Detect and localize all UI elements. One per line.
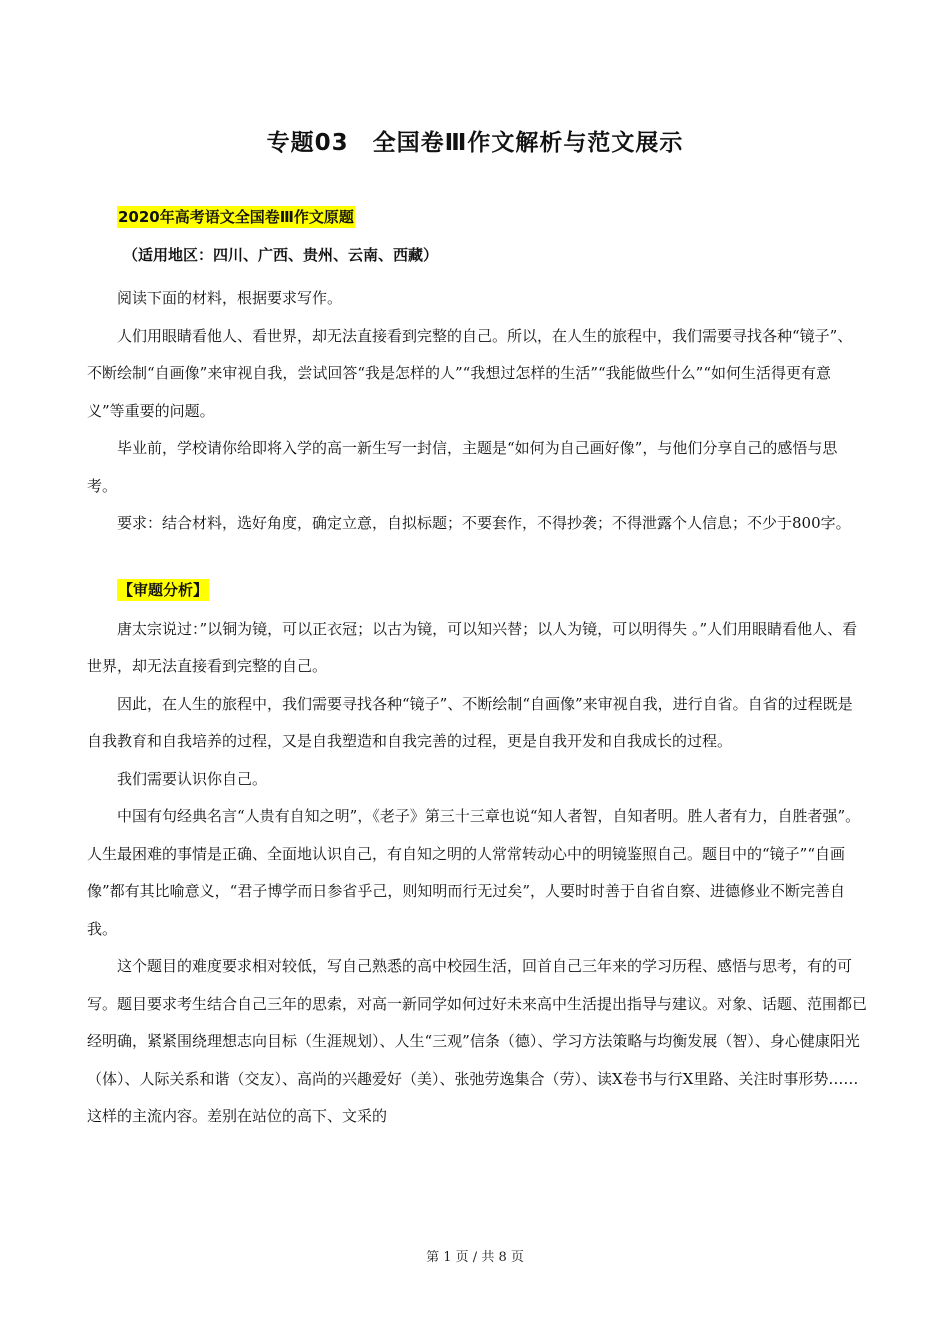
document-body [87, 210, 867, 1136]
prompt-paragraph: 要求：结合材料，选好角度，确定立意，自拟标题；不要套作，不得抄袭；不得泄露个人信息；不少于800字。 [117, 514, 851, 532]
analysis-heading: 【审题分析】 [118, 580, 209, 599]
prompt-paragraph: 人们用眼睛看他人、看世界，却无法直接看到完整的自己。所以，在人生的旅程中，我们需要寻找各种“镜子”、不断绘制“自画像”来审视自我，尝试回答“我是怎样的人”“我想过怎样的生活”“我能做些什么”“如何生活得更有意义”等重要的问题。 [87, 326, 853, 420]
analysis-paragraph: 因此，在人生的旅程中，我们需要寻找各种“镜子”、不断绘制“自画像”来审视自我，进行自省。自省的过程既是自我教育和自我培养的过程，又是自我塑造和自我完善的过程，更是自我开发和自我成长的过程。 [87, 694, 853, 750]
original-prompt-heading-line [87, 210, 867, 230]
applicable-regions: （适用地区：四川、广西、贵州、云南、西藏） [123, 246, 439, 264]
heading-gap [87, 603, 867, 611]
analysis-paragraph: 中国有句经典名言“人贵有自知之明”，《老子》第三十三章也说“知人者智，自知者明。胜人者有力，自胜者强”。人生最困难的事情是正确、全面地认识自己，有自知之明的人常常转动心中的明镜鉴照自己。题目中的“镜子”“自画像”都有其比喻意义，“君子博学而日参省乎己，则知明而行无过矣”，人要时时善于自省自察、进德修业不断完善自我。 [87, 807, 861, 938]
page-footer: 第 1 页 / 共 8 页 [426, 1250, 524, 1265]
analysis-heading-line [87, 580, 867, 603]
analysis-paragraph: 这个题目的难度要求相对较低，写自己熟悉的高中校园生活，回首自己三年来的学习历程、感悟与思考，有的可写。题目要求考生结合自己三年的思索，对高一新同学如何过好未来高中生活提出指导与建议。对象、话题、范围都已经明确，紧紧围绕理想志向目标（生涯规划）、人生“三观”信条（德）、学习方法策略与均衡发展（智）、身心健康阳光（体）、人际关系和谐（交友）、高尚的兴趣爱好（美）、张弛劳逸集合（劳）、读X卷书与行X里路、关注时事形势……这样的主流内容。差别在站位的高下、文采的 [87, 957, 868, 1125]
prompt-paragraph: 阅读下面的材料，根据要求写作。 [117, 289, 343, 307]
section-gap [87, 543, 867, 583]
prompt-paragraph: 毕业前，学校请你给即将入学的高一新生写一封信，主题是“如何为自己画好像”，与他们分享自己的感悟与思考。 [87, 439, 838, 495]
original-prompt-heading: 2020年高考语文全国卷Ⅲ作文原题 [118, 208, 354, 226]
analysis-paragraph: 唐太宗说过：”以铜为镜，可以正衣冠；以古为镜，可以知兴替；以人为镜，可以明得失 。”人们用眼睛看他人、看世界，却无法直接看到完整的自己。 [87, 619, 858, 675]
analysis-paragraph: 我们需要认识你自己。 [117, 769, 268, 788]
document-title: 专题03 全国卷Ⅲ作文解析与范文展示 [266, 130, 684, 156]
